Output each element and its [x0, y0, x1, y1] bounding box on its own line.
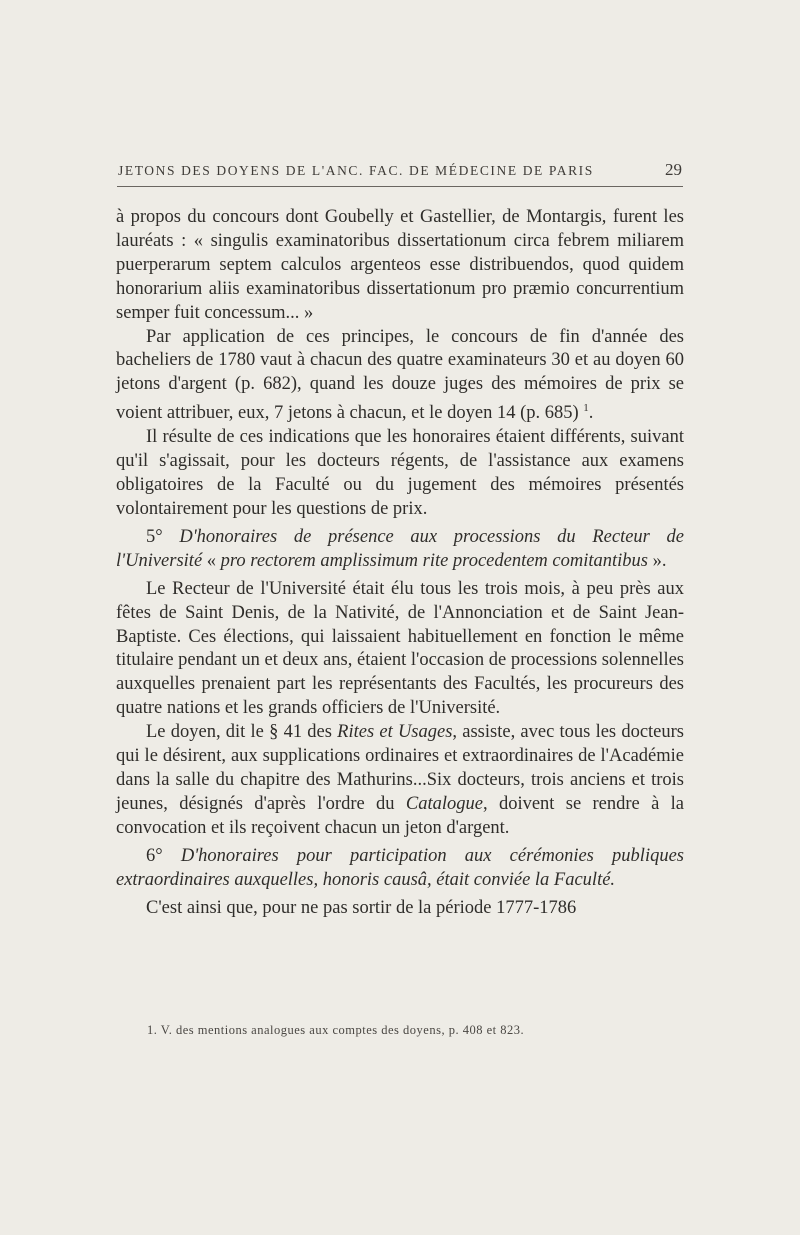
paragraph-2-end: . [588, 403, 594, 424]
rites-et-usages-title: Rites et Usages [337, 722, 453, 743]
footnote: 1. V. des mentions analogues aux comptes des doyens, p. 408 et 823. [147, 1023, 525, 1037]
footnote-ref: 1 [583, 402, 589, 415]
section-6-heading [116, 845, 684, 893]
paragraph-2 [116, 326, 684, 427]
section-6-number: 6° [146, 845, 163, 866]
section-5-heading [116, 526, 684, 574]
page-number: 29 [665, 160, 682, 179]
section-6-title: D'honoraires pour participation aux cérémonies publiques extraordinaires auxquelles, honoris causâ, était conviée la Faculté. [116, 845, 685, 890]
paragraph-5-c: , doivent se rendre à la convocation et ils reçoivent chacun un jeton d'argent. [116, 793, 684, 838]
header-rule [117, 186, 683, 187]
catalogue-title: Catalogue [405, 793, 483, 814]
paragraph-4: Le Recteur de l'Université était élu tous les trois mois, à peu près aux fêtes de Saint Denis, de la Nativité, de l'Annonciation et de Saint Jean-Baptiste. Ces élections, qui laissaient habituellement en fonction le même titulaire pendant un et deux ans, étaient l'occasion de processions solennelles auxquelles prenaient part les représentants des Facultés, les procureurs des quatre nations et les grands officiers de l'Université. [116, 578, 684, 719]
section-5-number: 5° [146, 526, 163, 547]
paragraph-5-b: , assiste, avec tous les docteurs qui le désirent, aux supplications ordinaires et extraordinaires de l'Académie dans la salle du chapitre des Mathurins...Six docteurs, trois anciens et trois jeunes, désignés d'après l'ordre du [116, 722, 685, 814]
paragraph-2-text: Par application de ces principes, le concours de fin d'année des bacheliers de 1780 vaut à chacun des quatre examinateurs 30 et au doyen 60 jetons d'argent (p. 682), quand les douze juges des mémoires de prix se voient attribuer, eux, 7 jetons à chacun, et le doyen 14 (p. 685) [116, 326, 684, 424]
running-head [118, 160, 682, 180]
section-5-title: D'honoraires de présence aux processions du Recteur de l'Université [116, 526, 685, 571]
paragraph-3: Il résulte de ces indications que les honoraires étaient différents, suivant qu'il s'agissait, pour les docteurs régents, de l'assistance aux examens obligatoires de la Faculté ou du jugement des mémoires présentés volontairement pour les questions de prix. [116, 427, 684, 520]
paragraph-5-a: Le doyen, dit le § 41 des [146, 722, 332, 743]
section-5-quote: pro rectorem amplissimum rite procedentem comitantibus [220, 550, 648, 571]
paragraph-5 [116, 721, 684, 841]
running-title: JETONS DES DOYENS DE L'ANC. FAC. DE MÉDECINE DE PARIS [118, 163, 594, 178]
body-text [116, 206, 684, 920]
section-5-quote-open: « [206, 550, 217, 571]
section-5-quote-close: ». [652, 550, 667, 571]
paragraph-1: à propos du concours dont Goubelly et Gastellier, de Montargis, furent les lauréats : « singulis examinatoribus dissertationum circa febrem miliarem puerperarum septem calculos argenteos esse distribuendos, quod quidem honorarium aliis examinatoribus dissertationum pro præmio concurrentium semper fuit concessum... » [116, 207, 684, 323]
paragraph-6: C'est ainsi que, pour ne pas sortir de la période 1777-1786 [146, 897, 577, 918]
